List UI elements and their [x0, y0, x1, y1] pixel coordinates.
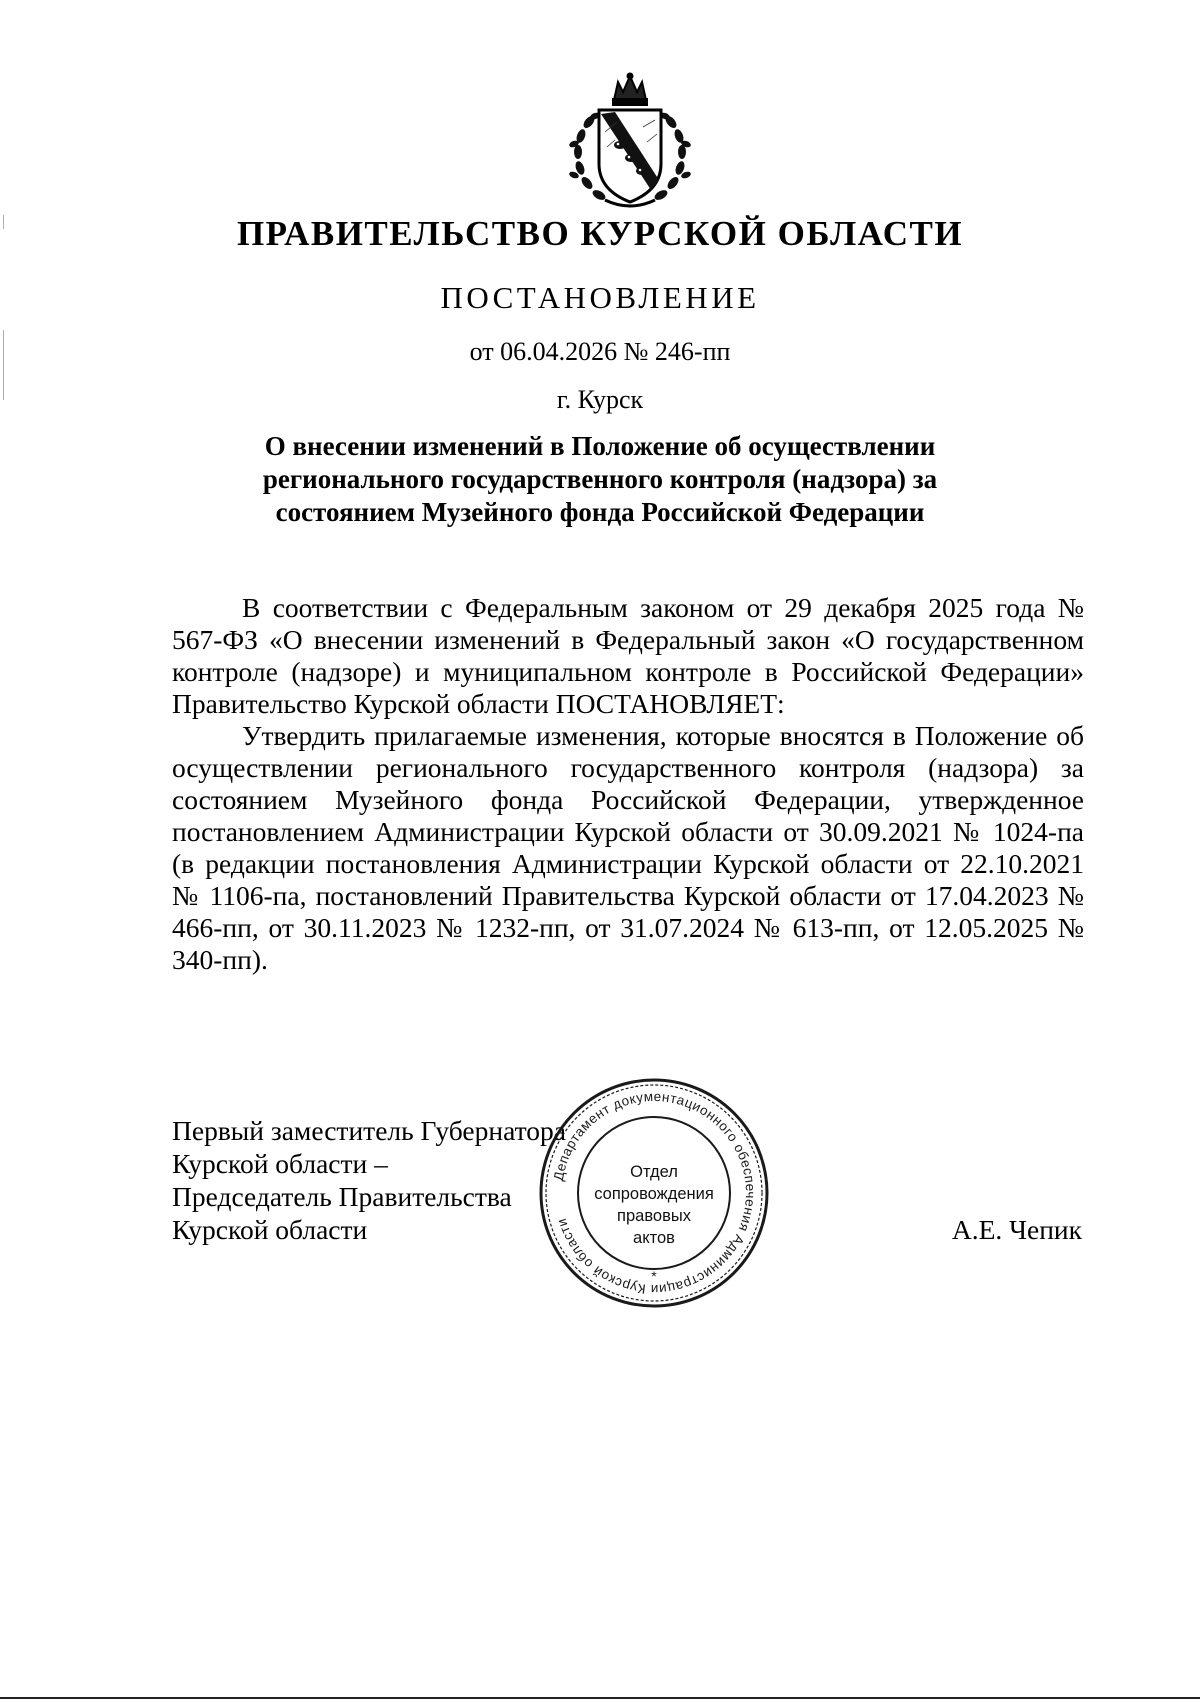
- document-type: ПОСТАНОВЛЕНИЕ: [440, 280, 760, 315]
- subject-line: О внесении изменений в Положение об осуществлении: [264, 431, 936, 461]
- scan-bottom-edge: [0, 1697, 1200, 1699]
- coat-of-arms-icon: [565, 72, 695, 214]
- signatory-position-line: Председатель Правительства: [172, 1181, 512, 1212]
- body-paragraph-decision: Утвердить прилагаемые изменения, которые вносятся в Положение об осуществлении регионального государственного контроля (надзора) за состоянием Музейного фонда Российской Федерации, утвержденное постановлением Администрации Курской области от 30.09.2021 № 1024-па (в редакции постановления Администрации Курской области от 22.10.2021 № 1106-па, постановлений Правительства Курской области от 17.04.2023 № 466-пп, от 30.11.2023 № 1232-пп, от 31.07.2024 № 613-пп, от 12.05.2025 № 340-пп).: [172, 720, 1084, 975]
- stamp-ring-text: Департамент документационного обеспечения Администрации Курской области: [550, 1088, 759, 1298]
- svg-text:*: *: [651, 1268, 657, 1284]
- subject-line: регионального государственного контроля (надзора) за: [262, 464, 938, 494]
- subject-line: состоянием Музейного фонда Российской Федерации: [275, 497, 925, 527]
- signer-name: А.Е. Чепик: [951, 1214, 1082, 1245]
- document-date-number: от 06.04.2026 № 246-пп: [469, 337, 731, 366]
- official-stamp: [536, 1075, 772, 1311]
- document-city: г. Курск: [556, 385, 644, 414]
- stamp-center-text: [536, 1161, 772, 1249]
- signatory-position-line: Курской области –: [172, 1148, 388, 1179]
- document-body: [172, 592, 1084, 976]
- stamp-inner-line: Отдел: [630, 1163, 678, 1181]
- body-paragraph-preamble: В соответствии с Федеральным законом от 29 декабря 2025 года № 567-ФЗ «О внесении изменений в Федеральный закон «О государственном контроле (надзоре) и муниципальном контроле в Российской Федерации» Правительство Курской области ПОСТАНОВЛЯЕТ:: [172, 592, 1084, 719]
- stamp-inner-line: правовых: [617, 1207, 691, 1225]
- stamp-inner-line: актов: [633, 1229, 675, 1247]
- signatory-position-line: Первый заместитель Губернатора: [172, 1115, 566, 1146]
- signatory-position: [172, 1114, 566, 1246]
- document-subject: [170, 430, 1030, 529]
- government-title: ПРАВИТЕЛЬСТВО КУРСКОЙ ОБЛАСТИ: [236, 214, 964, 253]
- stamp-inner-line: сопровождения: [594, 1185, 714, 1203]
- signatory-position-line: Курской области: [172, 1214, 368, 1245]
